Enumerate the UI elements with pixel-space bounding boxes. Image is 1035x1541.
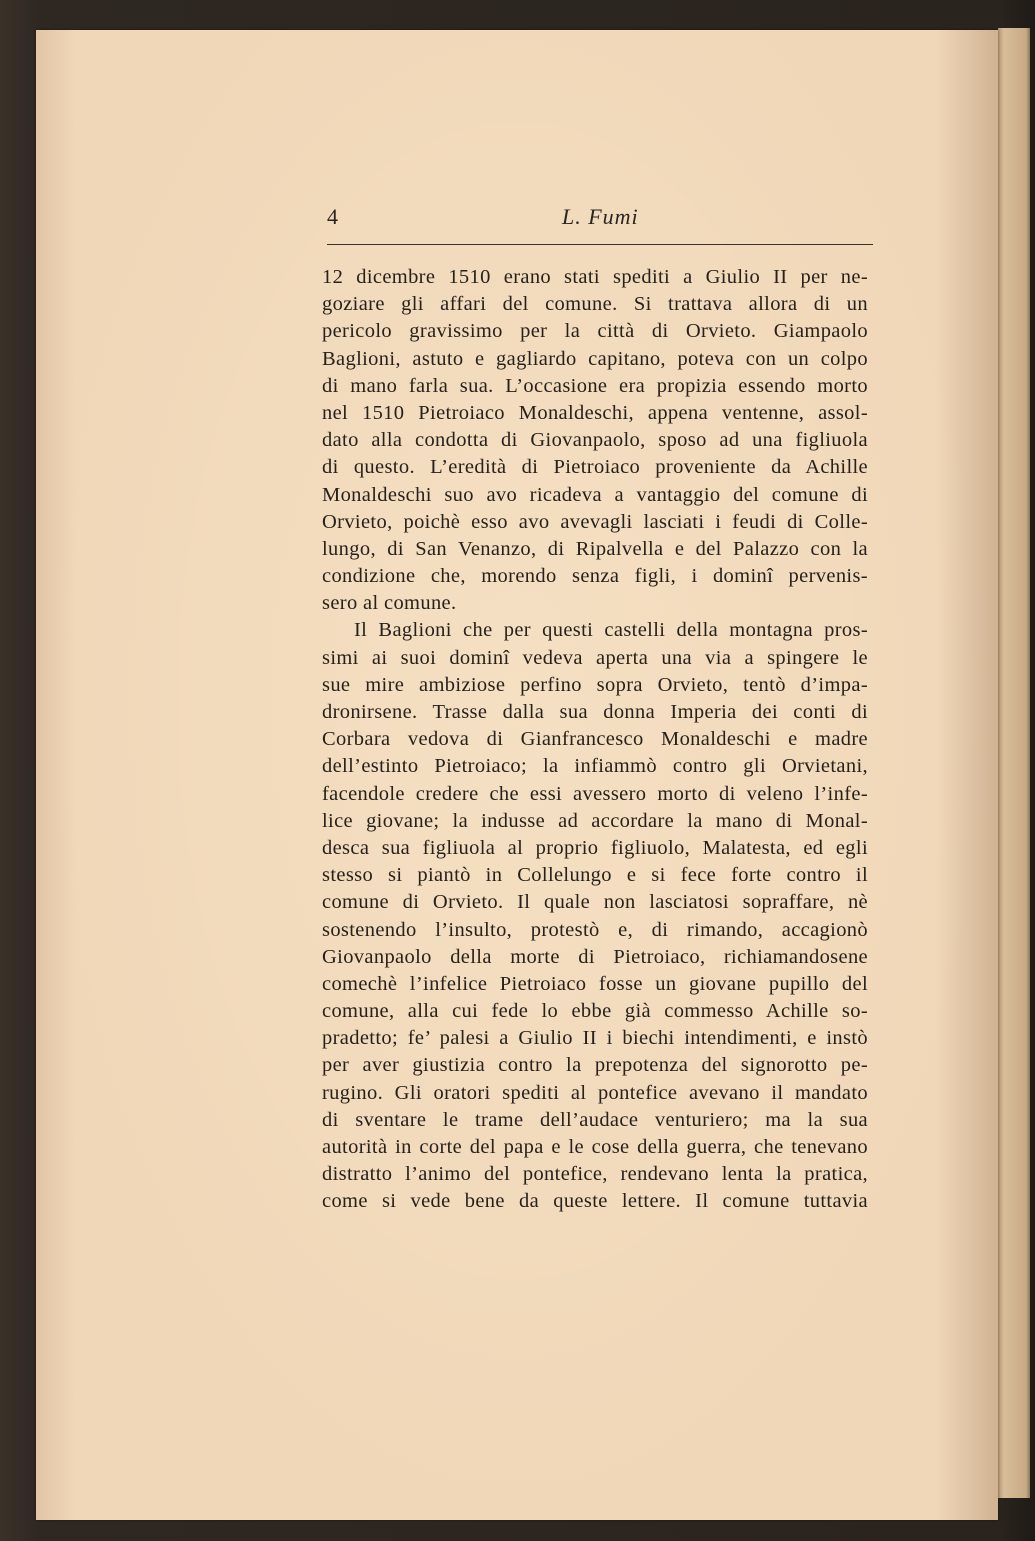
body-text	[322, 264, 868, 1216]
text-line: stesso si piantò in Collelungo e si fece forte contro il	[322, 864, 868, 887]
text-line: Orvieto, poichè esso avo avevagli lasciati i feudi di Colle-	[322, 510, 868, 533]
text-line: sostenendo l’insulto, protestò e, di rimando, accagionò	[322, 918, 868, 941]
text-line: goziare gli affari del comune. Si trattava allora di un	[322, 293, 868, 316]
text-line: di sventare le trame dell’audace venturiero; ma la sua	[322, 1108, 868, 1131]
running-head: L. Fumi	[562, 204, 639, 229]
text-line: Il Baglioni che per questi castelli della montagna pros-	[354, 619, 868, 642]
text-line: condizione che, morendo senza figli, i dominî pervenis-	[322, 565, 868, 588]
text-line: autorità in corte del papa e le cose della guerra, che tenevano	[322, 1136, 868, 1158]
text-line: di mano farla sua. L’occasione era propizia essendo morto	[322, 374, 868, 397]
adjacent-page-edge	[998, 28, 1030, 1498]
text-line: Corbara vedova di Gianfrancesco Monaldeschi e madre	[322, 728, 868, 751]
text-line: 12 dicembre 1510 erano stati spediti a Giulio II per ne-	[322, 266, 868, 288]
text-line: distratto l’animo del pontefice, rendevano lenta la pratica,	[322, 1163, 868, 1186]
page-number: 4	[327, 204, 338, 229]
text-line: per aver giustizia contro la prepotenza del signorotto pe-	[322, 1054, 868, 1077]
text-line: di questo. L’eredità di Pietroiaco proveniente da Achille	[322, 456, 868, 479]
text-line: sue mire ambiziose perfino sopra Orvieto, tentò d’impa-	[322, 673, 868, 696]
header-rule	[327, 244, 873, 245]
text-line: lungo, di San Venanzo, di Ripalvella e del Palazzo con la	[322, 537, 868, 560]
page-header	[327, 200, 873, 240]
text-line: rugino. Gli oratori spediti al pontefice avevano il mandato	[322, 1081, 868, 1104]
text-line: dell’estinto Pietroiaco; la infiammò contro gli Orvietani,	[322, 755, 868, 778]
text-line: comune, alla cui fede lo ebbe già commesso Achille so-	[322, 1000, 868, 1023]
text-line: dato alla condotta di Giovanpaolo, sposo ad una figliuola	[322, 429, 868, 452]
text-line: nel 1510 Pietroiaco Monaldeschi, appena ventenne, assol-	[322, 401, 868, 424]
text-line: sero al comune.	[322, 592, 457, 615]
text-line: pradetto; fe’ palesi a Giulio II i biechi intendimenti, e instò	[322, 1027, 868, 1050]
text-line: Monaldeschi suo avo ricadeva a vantaggio del comune di	[322, 483, 868, 506]
text-line: dronirsene. Trasse dalla sua donna Imperia dei conti di	[322, 701, 868, 723]
text-line: facendole credere che essi avessero morto di veleno l’infe-	[322, 782, 868, 805]
text-line: Baglioni, astuto e gagliardo capitano, poteva con un colpo	[322, 347, 868, 370]
text-line: come si vede bene da queste lettere. Il comune tuttavia	[322, 1190, 868, 1213]
text-line: Giovanpaolo della morte di Pietroiaco, richiamandosene	[322, 945, 868, 968]
text-line: desca sua figliuola al proprio figliuolo, Malatesta, ed egli	[322, 836, 868, 859]
text-line: simi ai suoi dominî vedeva aperta una via a spingere le	[322, 646, 868, 669]
text-line: lice giovane; la indusse ad accordare la mano di Monal-	[322, 809, 868, 832]
text-line: comechè l’infelice Pietroiaco fosse un giovane pupillo del	[322, 972, 868, 995]
text-line: pericolo gravissimo per la città di Orvieto. Giampaolo	[322, 320, 868, 343]
text-line: comune di Orvieto. Il quale non lasciatosi sopraffare, nè	[322, 891, 868, 914]
